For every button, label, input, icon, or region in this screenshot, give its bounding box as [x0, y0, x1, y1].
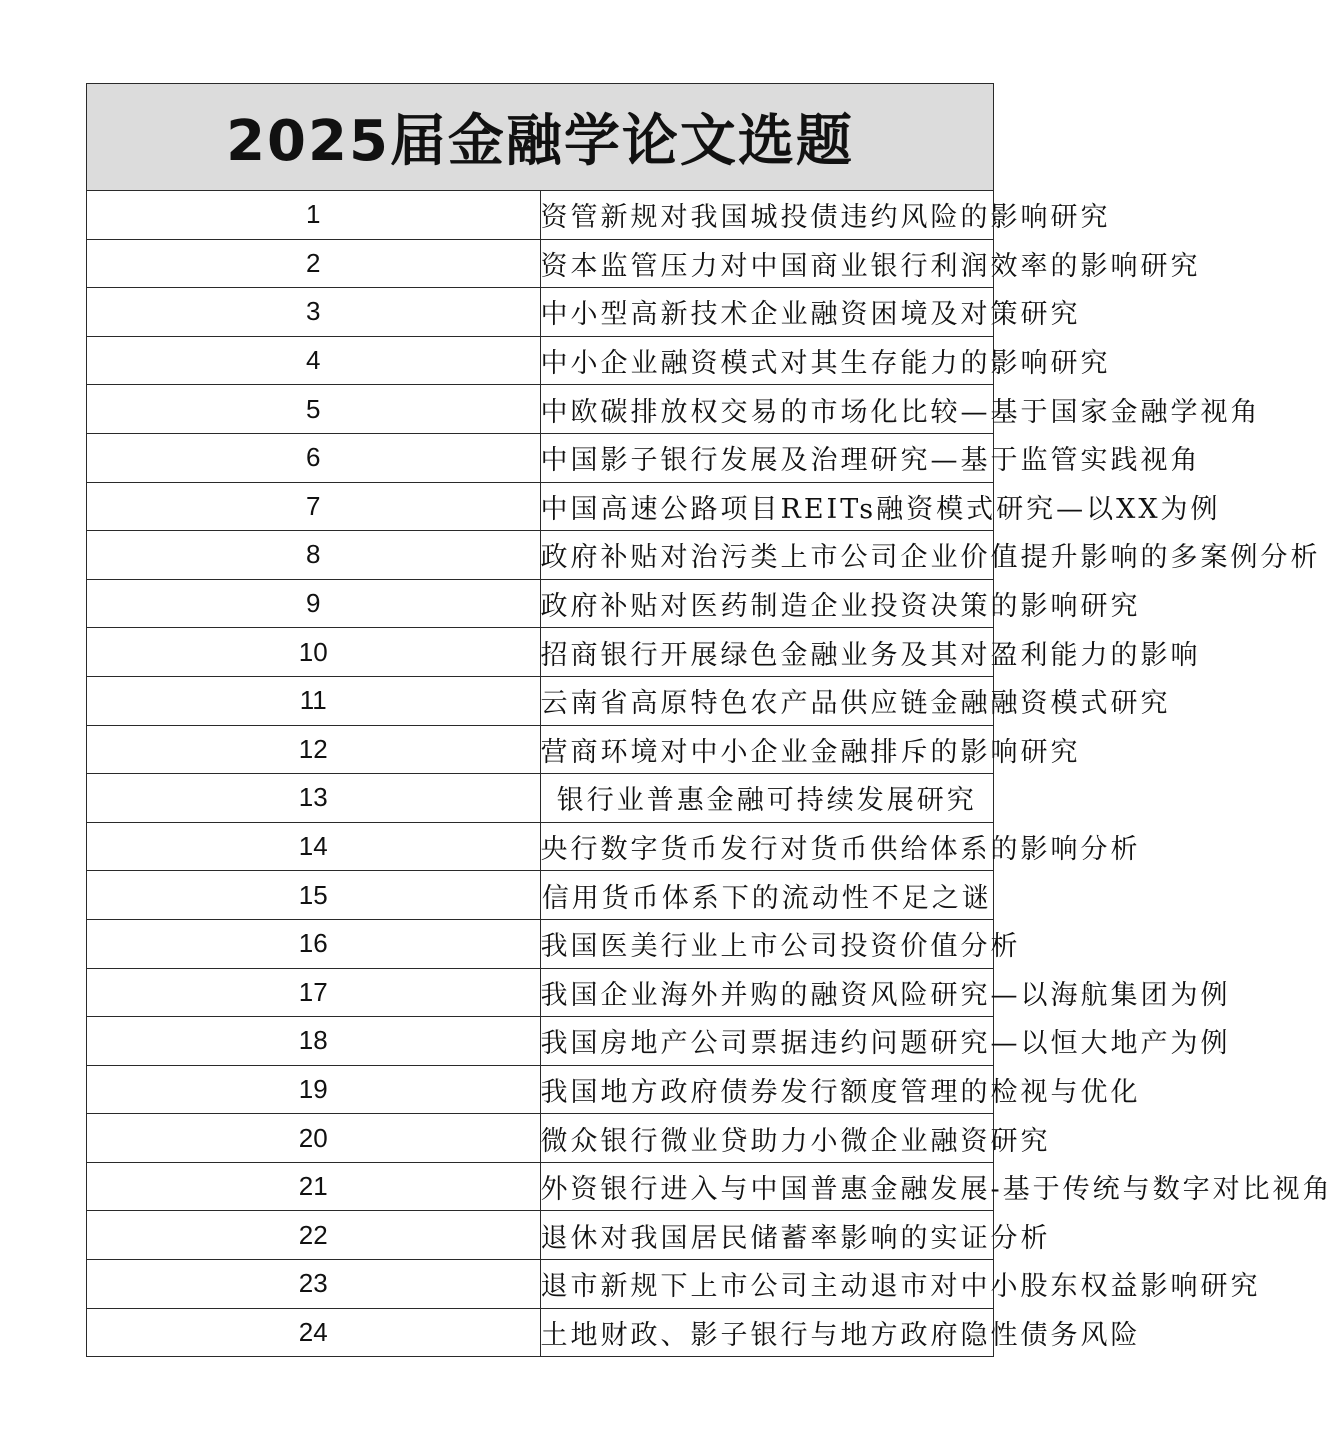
table-row [87, 871, 994, 920]
topic-number: 2 [87, 239, 541, 288]
table-row [87, 628, 994, 677]
table-row [87, 191, 994, 240]
topic-title: 我国地方政府债券发行额度管理的检视与优化 [540, 1065, 994, 1114]
topic-title: 银行业普惠金融可持续发展研究 [540, 774, 994, 823]
topic-title: 中国影子银行发展及治理研究—基于监管实践视角 [540, 433, 994, 482]
topic-number: 6 [87, 433, 541, 482]
topic-title: 信用货币体系下的流动性不足之谜 [540, 871, 994, 920]
table-row [87, 433, 994, 482]
topic-number: 1 [87, 191, 541, 240]
topic-title: 中小型高新技术企业融资困境及对策研究 [540, 288, 994, 337]
table-row [87, 531, 994, 580]
topic-number: 13 [87, 774, 541, 823]
table-row [87, 482, 994, 531]
topic-number: 22 [87, 1211, 541, 1260]
topic-title: 资本监管压力对中国商业银行利润效率的影响研究 [540, 239, 994, 288]
topic-number: 18 [87, 1017, 541, 1066]
topic-number: 24 [87, 1308, 541, 1357]
topic-number: 5 [87, 385, 541, 434]
topic-number: 15 [87, 871, 541, 920]
topic-title: 退休对我国居民储蓄率影响的实证分析 [540, 1211, 994, 1260]
table-row [87, 774, 994, 823]
topic-title: 中国高速公路项目REITs融资模式研究—以XX为例 [540, 482, 994, 531]
topic-number: 11 [87, 676, 541, 725]
table-row [87, 239, 994, 288]
topic-title: 中欧碳排放权交易的市场化比较—基于国家金融学视角 [540, 385, 994, 434]
table-row [87, 968, 994, 1017]
table-row [87, 579, 994, 628]
topic-number: 16 [87, 919, 541, 968]
topic-number: 20 [87, 1114, 541, 1163]
topic-title: 资管新规对我国城投债违约风险的影响研究 [540, 191, 994, 240]
table-row [87, 1308, 994, 1357]
topics-body [87, 191, 1333, 1357]
table-row [87, 1114, 994, 1163]
topic-title: 土地财政、影子银行与地方政府隐性债务风险 [540, 1308, 994, 1357]
topic-title: 我国房地产公司票据违约问题研究—以恒大地产为例 [540, 1017, 994, 1066]
topic-title: 政府补贴对医药制造企业投资决策的影响研究 [540, 579, 994, 628]
topic-title: 外资银行进入与中国普惠金融发展-基于传统与数字对比视角 [540, 1162, 994, 1211]
topic-title: 营商环境对中小企业金融排斥的影响研究 [540, 725, 994, 774]
title-row [87, 84, 994, 191]
table-row [87, 676, 994, 725]
topic-title: 我国企业海外并购的融资风险研究—以海航集团为例 [540, 968, 994, 1017]
topic-title: 我国医美行业上市公司投资价值分析 [540, 919, 994, 968]
table-row [87, 385, 994, 434]
topic-number: 8 [87, 531, 541, 580]
table-row [87, 822, 994, 871]
topic-number: 7 [87, 482, 541, 531]
table-row [87, 1065, 994, 1114]
topic-title: 退市新规下上市公司主动退市对中小股东权益影响研究 [540, 1260, 994, 1309]
topic-number: 19 [87, 1065, 541, 1114]
topic-number: 3 [87, 288, 541, 337]
topic-number: 23 [87, 1260, 541, 1309]
topic-title: 云南省高原特色农产品供应链金融融资模式研究 [540, 676, 994, 725]
table-row [87, 919, 994, 968]
topic-number: 17 [87, 968, 541, 1017]
topic-number: 4 [87, 336, 541, 385]
page-title: 2025届金融学论文选题 [87, 84, 994, 191]
table-row [87, 1017, 994, 1066]
topic-number: 9 [87, 579, 541, 628]
topic-number: 21 [87, 1162, 541, 1211]
topics-table [86, 83, 1333, 1357]
table-row [87, 1162, 994, 1211]
topic-title: 招商银行开展绿色金融业务及其对盈利能力的影响 [540, 628, 994, 677]
topic-title: 中小企业融资模式对其生存能力的影响研究 [540, 336, 994, 385]
topic-title: 政府补贴对治污类上市公司企业价值提升影响的多案例分析 [540, 531, 994, 580]
topic-number: 14 [87, 822, 541, 871]
topic-number: 12 [87, 725, 541, 774]
topic-number: 10 [87, 628, 541, 677]
table-row [87, 1260, 994, 1309]
table-row [87, 336, 994, 385]
topic-title: 央行数字货币发行对货币供给体系的影响分析 [540, 822, 994, 871]
topic-title: 微众银行微业贷助力小微企业融资研究 [540, 1114, 994, 1163]
table-row [87, 288, 994, 337]
table-row [87, 725, 994, 774]
table-row [87, 1211, 994, 1260]
